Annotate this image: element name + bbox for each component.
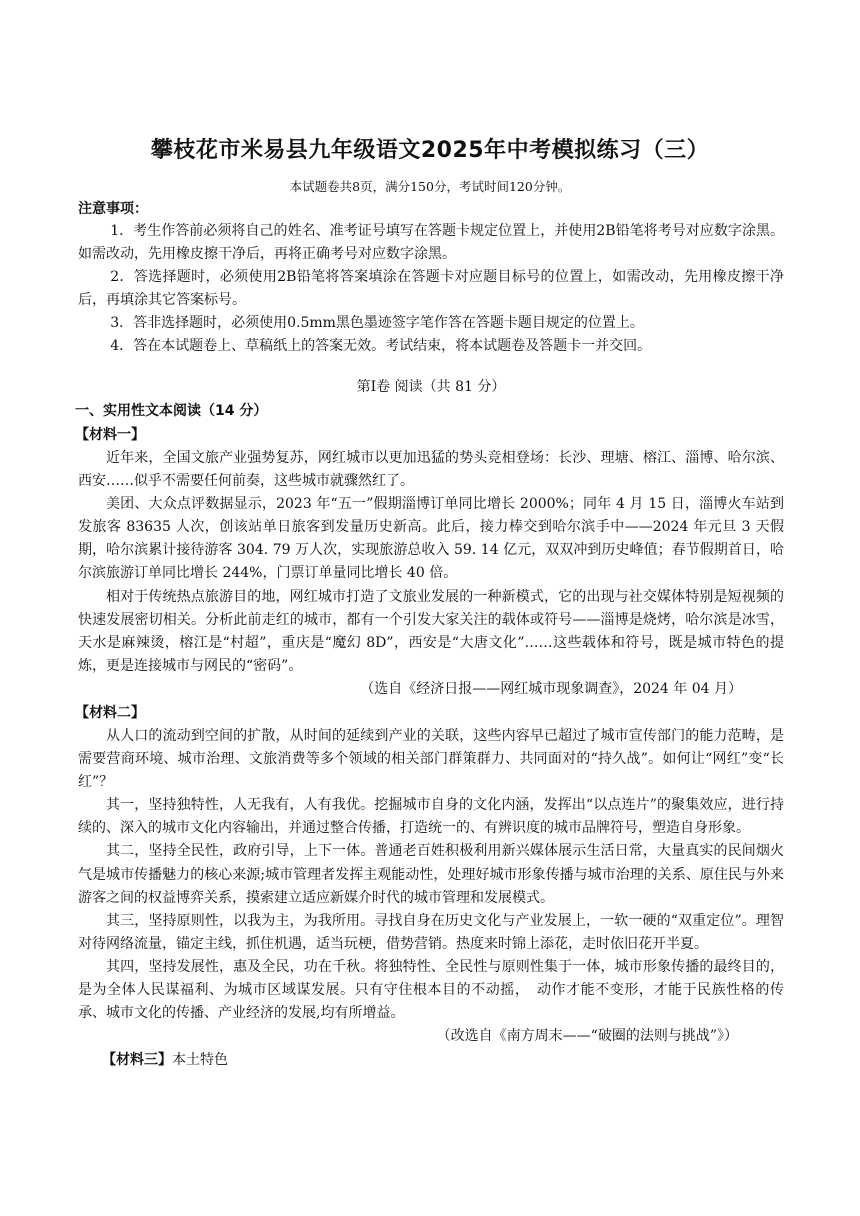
- page-title: 攀枝花市米易县九年级语文2025年中考模拟练习（三）: [150, 138, 710, 163]
- material-label: 【材料三】: [102, 1052, 172, 1069]
- paragraph: 其一，坚持独特性，人无我有，人有我优。挖掘城市自身的文化内涵，发挥出“以点连片”的聚集效应，进行持续的、深入的城市文化内容输出，并通过整合传播，打造统一的、有辨识度的城市品牌符号，塑造自身形象。: [78, 797, 784, 837]
- notice-item: 3．答非选择题时，必须使用0.5mm黑色墨迹签字笔作答在答题卡题目规定的位置上。: [110, 315, 644, 331]
- exam-info: 本试题卷共8页，满分150分，考试时间120分钟。: [289, 179, 571, 194]
- paragraph: 其三，坚持原则性，以我为主，为我所用。寻找自身在历史文化与产业发展上，一软一硬的“双重定位”。理智对待网络流量，锚定主线，抓住机遇，适当玩梗，借势营销。热度来时锦上添花，走时依旧花开半夏。: [78, 912, 784, 952]
- notice-item: 2．答选择题时，必须使用2B铅笔将答案填涂在答题卡对应题目标号的位置上，如需改动，先用橡皮擦干净后，再填涂其它答案标号。: [78, 269, 784, 308]
- notice-item: 1．考生作答前必须将自己的姓名、准考证号填写在答题卡规定位置上，并使用2B铅笔将考号对应数字涂黑。如需改动，先用橡皮擦干净后，再将正确考号对应数字涂黑。: [78, 223, 784, 262]
- material3-title: 本土特色: [172, 1052, 228, 1069]
- source-citation: （选自《经济日报——网红城市现象调查》，2024 年 04 月）: [360, 680, 742, 697]
- material-label: 【材料二】: [75, 704, 145, 721]
- paragraph: 从人口的流动到空间的扩散，从时间的延续到产业的关联，这些内容早已超过了城市宣传部门的能力范畴，是需要营商环境、城市治理、文旅消费等多个领域的相关部门群策群力、共同面对的“持久战”。如何让“网红”变“长红”？: [78, 727, 784, 791]
- paragraph: 近年来，全国文旅产业强势复苏，网红城市以更加迅猛的势头竞相登场：长沙、理塘、榕江、淄博、哈尔滨、西安……似乎不需要任何前奏，这些城市就骤然红了。: [78, 450, 784, 490]
- section-heading: 一、实用性文本阅读（14 分）: [75, 403, 268, 419]
- notice-title: 注意事项：: [78, 201, 148, 217]
- paragraph: 美团、大众点评数据显示，2023 年“五一”假期淄博订单同比增长 2000%；同年 4 月 15 日，淄博火车站到发旅客 83635 人次，创该站单日旅客到发量历史新高。此后，接力棒交到哈尔滨手中——2024 年元旦 3 天假期，哈尔滨累计接待游客 304. 79 万人次，实现旅游总收入 59. 14 亿元，双双冲到历史峰值；春节假期首日，哈尔滨旅游订单同比增长 244%，门票订单量同比增长 40 倍。: [78, 496, 784, 582]
- paragraph: 相对于传统热点旅游目的地，网红城市打造了文旅业发展的一种新模式，它的出现与社交媒体特别是短视频的快速发展密切相关。分析此前走红的城市，都有一个引发大家关注的载体或符号——淄博是烧烤，哈尔滨是冰雪，天水是麻辣烫，榕江是“村超”，重庆是“魔幻 8D”，西安是“大唐文化”……这些载体和符号，既是城市特色的提炼，更是连接城市与网民的“密码”。: [78, 588, 784, 674]
- source-citation: （改选自《南方周末——“破圈的法则与挑战”》）: [436, 1028, 738, 1045]
- volume-heading: 第Ⅰ卷 阅读（共 81 分）: [356, 379, 506, 395]
- paragraph: 其二，坚持全民性，政府引导，上下一体。普通老百姓积极利用新兴媒体展示生活日常，大量真实的民间烟火气是城市传播魅力的核心来源;城市管理者发挥主观能动性，处理好城市形象传播与城市治理的关系、原住民与外来游客之间的权益博弈关系，摸索建立适应新媒介时代的城市管理和发展模式。: [78, 843, 784, 906]
- material3-header: [78, 1048, 784, 1072]
- notice-item: 4．答在本试题卷上、草稿纸上的答案无效。考试结束，将本试题卷及答题卡一并交回。: [110, 338, 652, 354]
- exam-body: [75, 198, 784, 1072]
- material-label: 【材料一】: [75, 427, 145, 443]
- paragraph: 其四，坚持发展性，惠及全民，功在千秋。将独特性、全民性与原则性集于一体，城市形象传播的最终目的，是为全体人民谋福利、为城市区域谋发展。只有守住根本目的不动摇， 动作才能不变形，才能于民族性格的传承、城市文化的传播、产业经济的发展,均有所增益。: [78, 958, 784, 1022]
